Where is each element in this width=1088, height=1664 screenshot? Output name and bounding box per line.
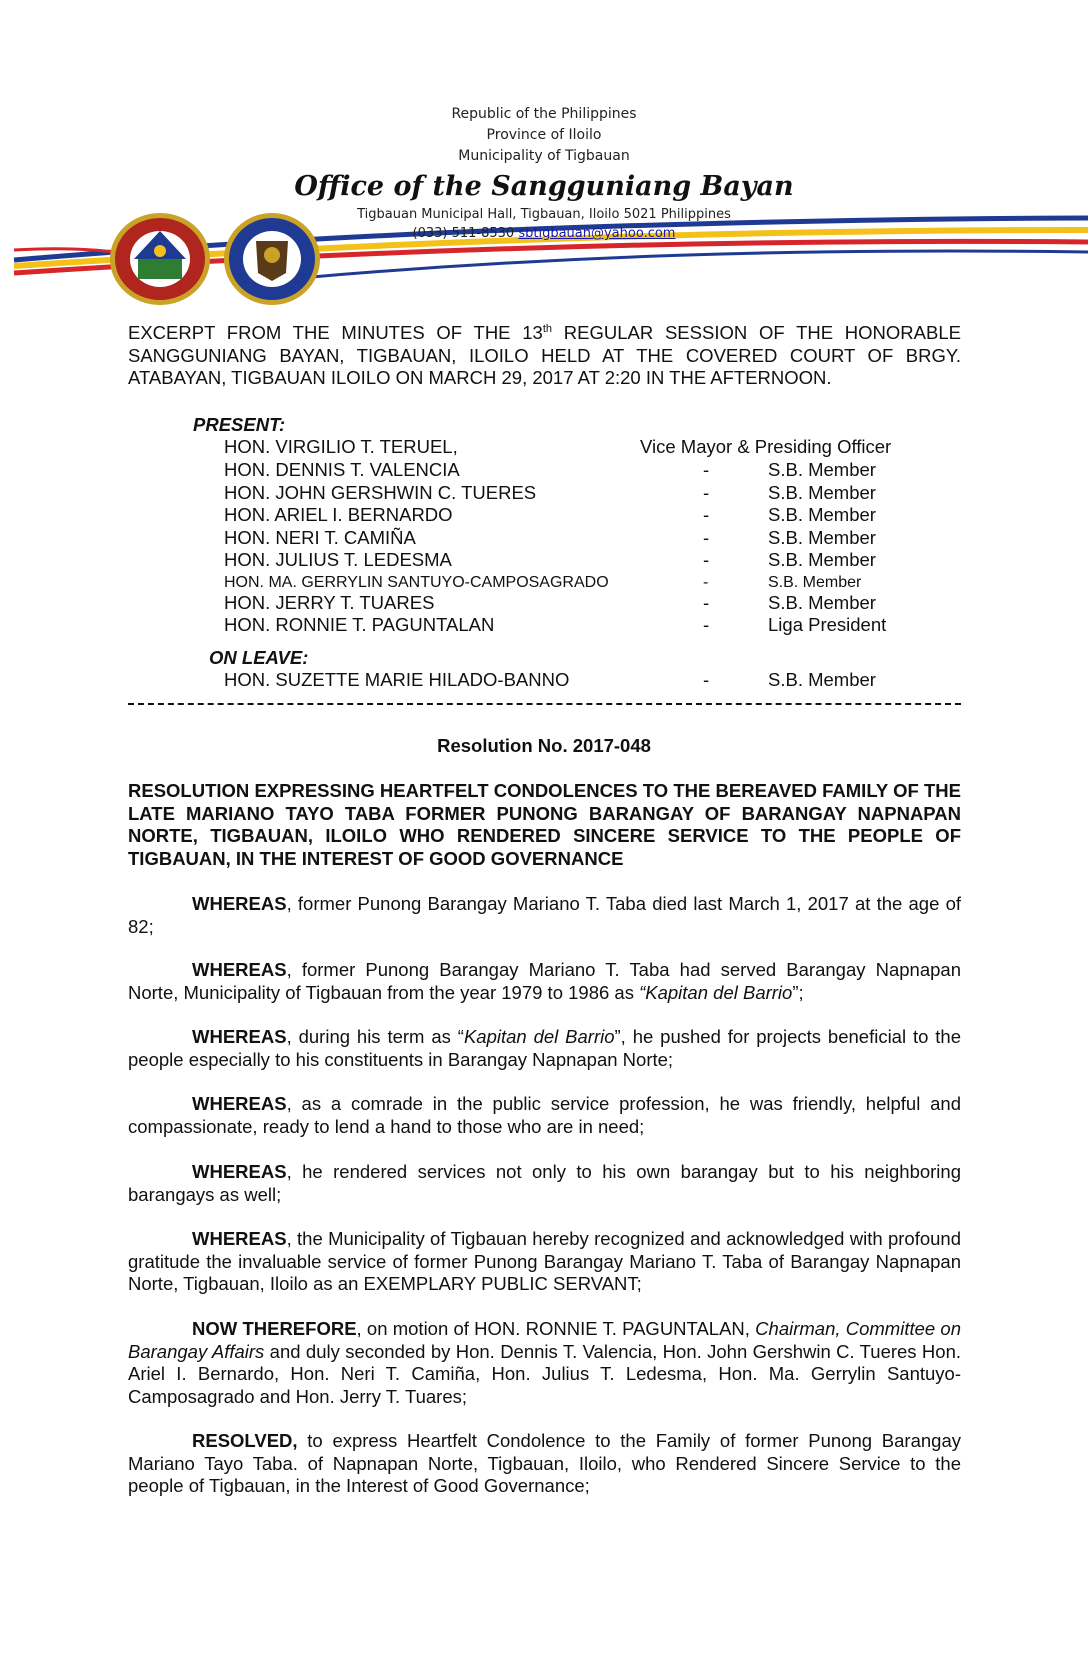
whereas-paragraph-5 — [128, 1161, 961, 1206]
member-dash: - — [703, 481, 710, 503]
member-dash: - — [703, 591, 710, 613]
whereas-paragraph-2 — [128, 959, 961, 1004]
member-row — [0, 482, 1088, 505]
member-row — [0, 614, 1088, 637]
member-dash: - — [703, 669, 710, 690]
para-lead: WHEREAS — [192, 1228, 287, 1249]
member-position: S.B. Member — [768, 504, 876, 525]
present-heading: PRESENT: — [193, 414, 286, 435]
para-lead: RESOLVED, — [192, 1430, 298, 1451]
para-tail: and duly seconded by Hon. Dennis T. Valencia, Hon. John Gershwin C. Tueres Hon. Ariel I. Bernardo, Hon. Neri T. Camiña, Hon. Julius T. Ledesma, Hon. Ma. Gerrylin Santuyo-Camposagrado and Hon. Jerry T. Tuares; — [128, 1340, 962, 1407]
contact-line — [0, 224, 1088, 243]
member-position: S.B. Member — [768, 573, 862, 591]
para-lead: WHEREAS — [192, 1161, 287, 1182]
para-text: , former Punong Barangay Mariano T. Taba died last March 1, 2017 at the age of 82; — [128, 893, 961, 937]
para-emphasis: Kapitan del Barrio — [463, 1026, 615, 1047]
resolved-paragraph — [128, 1430, 961, 1498]
excerpt-paragraph — [128, 322, 961, 390]
on-leave-heading: ON LEAVE: — [209, 647, 309, 668]
member-name: HON. JERRY T. TUARES — [224, 591, 435, 613]
para-text: , during his term as “ — [286, 1026, 464, 1047]
member-dash: - — [703, 614, 710, 635]
whereas-paragraph-1 — [128, 893, 961, 938]
member-name: HON. ARIEL I. BERNARDO — [224, 504, 453, 525]
para-tail: ”, he pushed for projects beneficial to the people especially to his constituents in Barangay Napnapan Norte; — [128, 1026, 962, 1070]
phone-number: (033) 511-8530 — [412, 226, 515, 241]
members-list — [0, 459, 1088, 637]
address-line: Tigbauan Municipal Hall, Tigbauan, Iloilo 5021 Philippines — [357, 207, 731, 222]
member-row — [0, 549, 1088, 572]
stripe-blue-lower — [300, 251, 1088, 278]
republic-line: Republic of the Philippines — [451, 106, 637, 122]
para-emphasis: “Kapitan del Barrio — [639, 981, 793, 1003]
member-row — [0, 504, 1088, 527]
excerpt-sup: th — [542, 322, 553, 335]
para-text: to express Heartfelt Condolence to the Family of former Punong Barangay Mariano Tayo Taba. of Napnapan Norte, Tigbauan, Iloilo, who Rendered Sincere Service to the people of Tigbauan, in the Interest of Good Governance; — [128, 1430, 961, 1496]
member-position: S.B. Member — [768, 591, 876, 613]
member-name: HON. VIRGILIO T. TERUEL, — [224, 436, 458, 457]
whereas-paragraph-3 — [128, 1026, 961, 1071]
presiding-row — [0, 436, 1088, 459]
dashed-separator — [128, 703, 961, 705]
member-dash: - — [703, 504, 710, 525]
para-lead: WHEREAS — [192, 959, 287, 980]
member-position: S.B. Member — [768, 549, 876, 570]
resolution-number: Resolution No. 2017-048 — [437, 735, 651, 756]
resolution-title: RESOLUTION EXPRESSING HEARTFELT CONDOLENCES TO THE BEREAVED FAMILY OF THE LATE MARIANO TAYO TABA FORMER PUNONG BARANGAY OF BARANGAY NAPNAPAN NORTE, TIGBAUAN, ILOILO WHO RENDERED SINCERE SERVICE TO THE PEOPLE OF TIGBAUAN, IN THE INTEREST OF GOOD GOVERNANCE — [128, 780, 961, 869]
para-text: , he rendered services not only to his own barangay but to his neighboring barangays as well; — [128, 1161, 961, 1205]
office-title: Office of the Sangguniang Bayan — [294, 171, 794, 202]
member-name: HON. MA. GERRYLIN SANTUYO-CAMPOSAGRADO — [224, 573, 609, 591]
province-line: Province of Iloilo — [486, 127, 602, 143]
para-tail: ”; — [792, 981, 804, 1003]
member-name: HON. NERI T. CAMIÑA — [224, 526, 416, 548]
para-lead: WHEREAS — [192, 893, 287, 914]
member-name: HON. RONNIE T. PAGUNTALAN — [224, 614, 495, 635]
member-dash: - — [703, 549, 710, 570]
member-row — [0, 592, 1088, 615]
email-link[interactable]: sbtigbauan@yahoo.com — [518, 226, 676, 241]
member-name: HON. JULIUS T. LEDESMA — [224, 549, 452, 570]
para-lead: WHEREAS — [192, 1093, 287, 1114]
para-lead: NOW THEREFORE — [192, 1318, 357, 1339]
member-position: Liga President — [768, 614, 887, 635]
member-position: S.B. Member — [768, 669, 876, 690]
excerpt-part1: EXCERPT FROM THE MINUTES OF THE 13 — [128, 322, 543, 343]
member-dash: - — [703, 526, 710, 548]
member-position: S.B. Member — [768, 459, 876, 480]
letterhead — [0, 104, 1088, 243]
now-therefore-paragraph — [128, 1318, 961, 1408]
para-emphasis: Chairman, Committee on Barangay Affairs — [128, 1318, 961, 1362]
member-name: HON. SUZETTE MARIE HILADO-BANNO — [224, 669, 570, 690]
whereas-paragraph-4 — [128, 1093, 961, 1138]
member-name: HON. DENNIS T. VALENCIA — [224, 459, 460, 480]
member-position: Vice Mayor & Presiding Officer — [640, 436, 892, 457]
municipality-line: Municipality of Tigbauan — [458, 148, 630, 164]
member-position: S.B. Member — [768, 481, 876, 503]
member-row — [0, 459, 1088, 482]
member-name: HON. JOHN GERSHWIN C. TUERES — [224, 481, 537, 503]
member-row — [0, 572, 1088, 592]
para-text: , as a comrade in the public service profession, he was friendly, helpful and compassionate, ready to lend a hand to those who are in need; — [128, 1093, 961, 1137]
para-lead: WHEREAS — [192, 1026, 287, 1047]
para-text: , former Punong Barangay Mariano T. Taba had served Barangay Napnapan Norte, Municipality of Tigbauan from the year 1979 to 1986 as — [128, 959, 961, 1003]
para-text: , the Municipality of Tigbauan hereby recognized and acknowledged with profound gratitude the invaluable service of former Punong Barangay Mariano T. Taba of Barangay Napnapan Norte, Tigbauan, Iloilo as an EXEMPLARY PUBLIC SERVANT; — [128, 1228, 961, 1294]
member-row — [0, 527, 1088, 550]
member-dash: - — [703, 573, 709, 591]
whereas-paragraph-6 — [128, 1228, 961, 1296]
excerpt-part2: REGULAR SESSION OF THE HONORABLE SANGGUNIANG BAYAN, TIGBAUAN, ILOILO HELD AT THE COVERED COURT OF BRGY. ATABAYAN, TIGBAUAN ILOILO ON MARCH 29, 2017 AT 2:20 IN THE AFTERNOON. — [128, 322, 961, 388]
member-dash: - — [703, 459, 710, 480]
member-position: S.B. Member — [768, 526, 876, 548]
para-text: , on motion of HON. RONNIE T. PAGUNTALAN, — [356, 1318, 756, 1339]
on-leave-row — [0, 669, 1088, 691]
